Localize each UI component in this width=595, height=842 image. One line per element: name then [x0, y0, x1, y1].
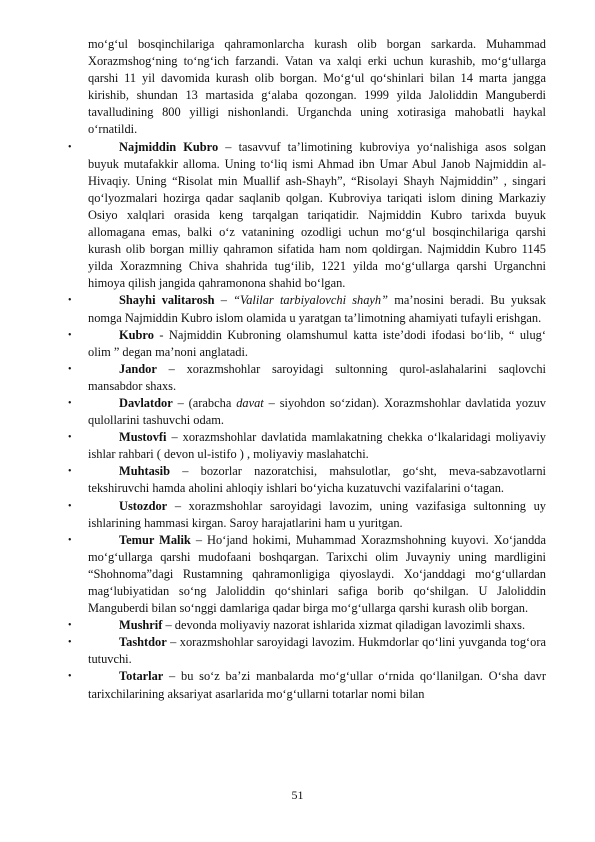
- glossary-definition: –: [214, 293, 234, 308]
- glossary-item-mushrif: [68, 617, 546, 634]
- bullet-icon: •: [68, 329, 72, 341]
- glossary-entry-text: [88, 463, 546, 497]
- glossary-item-temur-malik: [68, 532, 546, 617]
- glossary-term: Shayhi valitarosh: [119, 293, 215, 308]
- glossary-definition: – xorazmshohlar saroyidagi sultonning qurol-aslahalarini saqlovchi mansabdor shaxs.: [88, 361, 546, 393]
- intro-paragraph: mo‘g‘ul bosqinchilariga qahramonlarcha kurash olib borgan sarkarda. Muhammad Xorazmshog‘ning to‘ng‘ich farzandi. Vatan va xalqi erki uchun kurashib, mo‘g‘ullarga qarshi 11 yil davomida kurash olib borgan. Mo‘g‘ul qo‘shinlari bilan 14 marta jangga kirishib, shundan 13 martasida g‘alaba qozongan. 1999 yilda Jaloliddin Manguberdi tavalludining 800 yilligi nishonlandi. Urganchda uning xotirasiga mahobatli haykal o‘rnatildi.: [88, 37, 546, 137]
- bullet-icon: •: [68, 534, 72, 546]
- bullet-icon: •: [68, 141, 72, 153]
- glossary-term: Najmiddin Kubro: [119, 139, 219, 154]
- glossary-term: Davlatdor: [119, 395, 173, 410]
- page-number: 51: [291, 788, 304, 802]
- bullet-icon: •: [68, 397, 72, 409]
- glossary-entry-text: [88, 617, 546, 634]
- glossary-entry-text: [88, 668, 546, 702]
- bullet-icon: •: [68, 620, 72, 632]
- glossary-item-najmiddin-kubro: [68, 139, 546, 293]
- glossary-entry-text: [88, 139, 546, 293]
- glossary-entry-text: [88, 361, 546, 395]
- glossary-entry-text: [88, 292, 546, 326]
- page-content: [68, 36, 547, 703]
- glossary-definition: – Ho‘jand hokimi, Muhammad Xorazmshohning kuyovi. Xo‘jandda mo‘g‘ullarga qarshi mudofaani boshqargan. Tarixchi olim Juvayniy uning mardligini “Shohnoma”dagi Rustamning qahramonligiga qiyoslaydi. Xo‘janddagi mo‘g‘ullardan mag‘lubiyatidan so‘ng Jaloliddin qo‘shinlari safiga borib qo‘shilgan. U Jaloliddin Manguberdi bilan so‘nggi damlariga qadar birga mo‘g‘ullarga qarshi kurash olib borgan.: [88, 532, 546, 616]
- glossary-item-davlatdor: [68, 395, 546, 429]
- bullet-icon: •: [68, 432, 72, 444]
- glossary-definition: – tasavvuf ta’limotining kubroviya yo‘nalishiga asos solgan buyuk mutafakkir alloma. Uning to‘liq ismi Ahmad ibn Umar Abul Janob Najmiddin al-Hivaqiy. Uning “Risolat min Muallif ash-Shayh”, “Risolayi Shayh Najmiddin” , singari qo‘lyozmalari hozirga qadar saqlanib qolgan. Kubroviya tariqati islom dining Markaziy Osiyo xalqlari orasida keng tarqalgan tariqatidir. Najmiddin Kubro tarixda buyuk allomagana emas, balki o‘z vatanining ozodligi uchun mo‘g‘ul bosqinchilariga qarshi kurash olib borgan milliy qahramon sifatida ham nom qoldirgan. Najmiddin Kubro 1145 yilda Xorazmning Chiva shahrida tug‘ilib, 1221 yilda mo‘g‘ullarga qarshi Urganchni himoya qilish jangida qahramonona shahid bo‘lgan.: [88, 139, 546, 291]
- glossary-definition: – xorazmshohlar saroyidagi lavozim, uning vazifasiga sultonning uy ishlarining hammasi kirgan. Saroy harajatlarini ham u yuritgan.: [88, 498, 546, 530]
- glossary-item-mustovfi: [68, 429, 546, 463]
- bullet-icon: •: [68, 637, 72, 649]
- bullet-icon: •: [68, 295, 72, 307]
- glossary-definition: – devonda moliyaviy nazorat ishlarida xizmat qiladigan lavozimli shaxs.: [162, 618, 526, 633]
- glossary-term: Ustozdor: [119, 498, 168, 513]
- glossary-term: Kubro: [119, 327, 154, 342]
- glossary-term: Totarlar: [119, 669, 164, 684]
- bullet-icon: •: [68, 466, 72, 478]
- bullet-icon: •: [68, 363, 72, 375]
- glossary-item-shayhi-valitarosh: [68, 292, 547, 326]
- glossary-italic-phrase: “Valilar tarbiyalovchi shayh”: [233, 293, 389, 308]
- glossary-term: Tashtdor: [119, 635, 167, 650]
- glossary-item-muhtasib: [68, 463, 546, 497]
- glossary-term: Mushrif: [119, 618, 163, 633]
- glossary-term: Muhtasib: [119, 464, 170, 479]
- glossary-italic-phrase: davat: [236, 395, 264, 410]
- glossary-entry-text: [88, 429, 546, 463]
- glossary-entry-text: [88, 395, 546, 429]
- glossary-entry-text: [88, 498, 546, 532]
- glossary-item-tashtdor: [68, 634, 546, 668]
- glossary-definition: – xorazmshohlar saroyidagi lavozim. Hukmdorlar qo‘lini yuvganda tog‘ora tutuvchi.: [88, 635, 546, 667]
- glossary-item-totarlar: [68, 668, 546, 702]
- glossary-entry-text: [88, 634, 546, 668]
- glossary-definition: – xorazmshohlar davlatida mamlakatning chekka o‘lkalaridagi moliyaviy ishlar rahbari ( devon ul-istifo ) , moliyaviy maslahatchi.: [88, 430, 546, 462]
- glossary-item-kubro: [68, 327, 546, 361]
- glossary-term: Mustovfi: [119, 430, 167, 445]
- glossary-definition: – bozorlar nazoratchisi, mahsulotlar, go‘sht, meva-sabzavotlarni tekshiruvchi hamda aholini ahloqiy ishlari bo‘yicha kuzatuvchi vazifalarini o‘tagan.: [88, 464, 546, 496]
- bullet-icon: •: [68, 500, 72, 512]
- glossary-entry-text: [88, 327, 546, 361]
- glossary-item-ustozdor: [68, 498, 546, 532]
- bullet-icon: •: [68, 671, 72, 683]
- glossary-definition-cont: ma’nosini beradi. Bu yuksak nomga Najmiddin Kubro islom olamida u yaratgan ta’limotning ahamiyati tufayli erishgan.: [88, 293, 547, 325]
- glossary-term: Jandor: [119, 361, 157, 376]
- glossary-definition: – (arabcha: [172, 395, 237, 410]
- glossary-term: Temur Malik: [119, 532, 191, 547]
- glossary-definition: – bu so‘z ba’zi manbalarda mo‘g‘ullar o‘rnida qo‘llanilgan. O‘sha davr tarixchilarining aksariyat asarlarida mo‘g‘ullarni totarlar nomi bilan: [88, 669, 546, 701]
- glossary-definition-cont: – siyohdon so‘zidan). Xorazmshohlar davlatida yozuv qulollarini tashuvchi odam.: [88, 395, 546, 428]
- glossary-item-jandor: [68, 361, 546, 395]
- glossary-definition: - Najmiddin Kubroning olamshumul katta iste’dodi ifodasi bo‘lib, “ ulug‘ olim ” degan ma’noni anglatadi.: [88, 327, 546, 359]
- glossary-entry-text: [88, 532, 546, 617]
